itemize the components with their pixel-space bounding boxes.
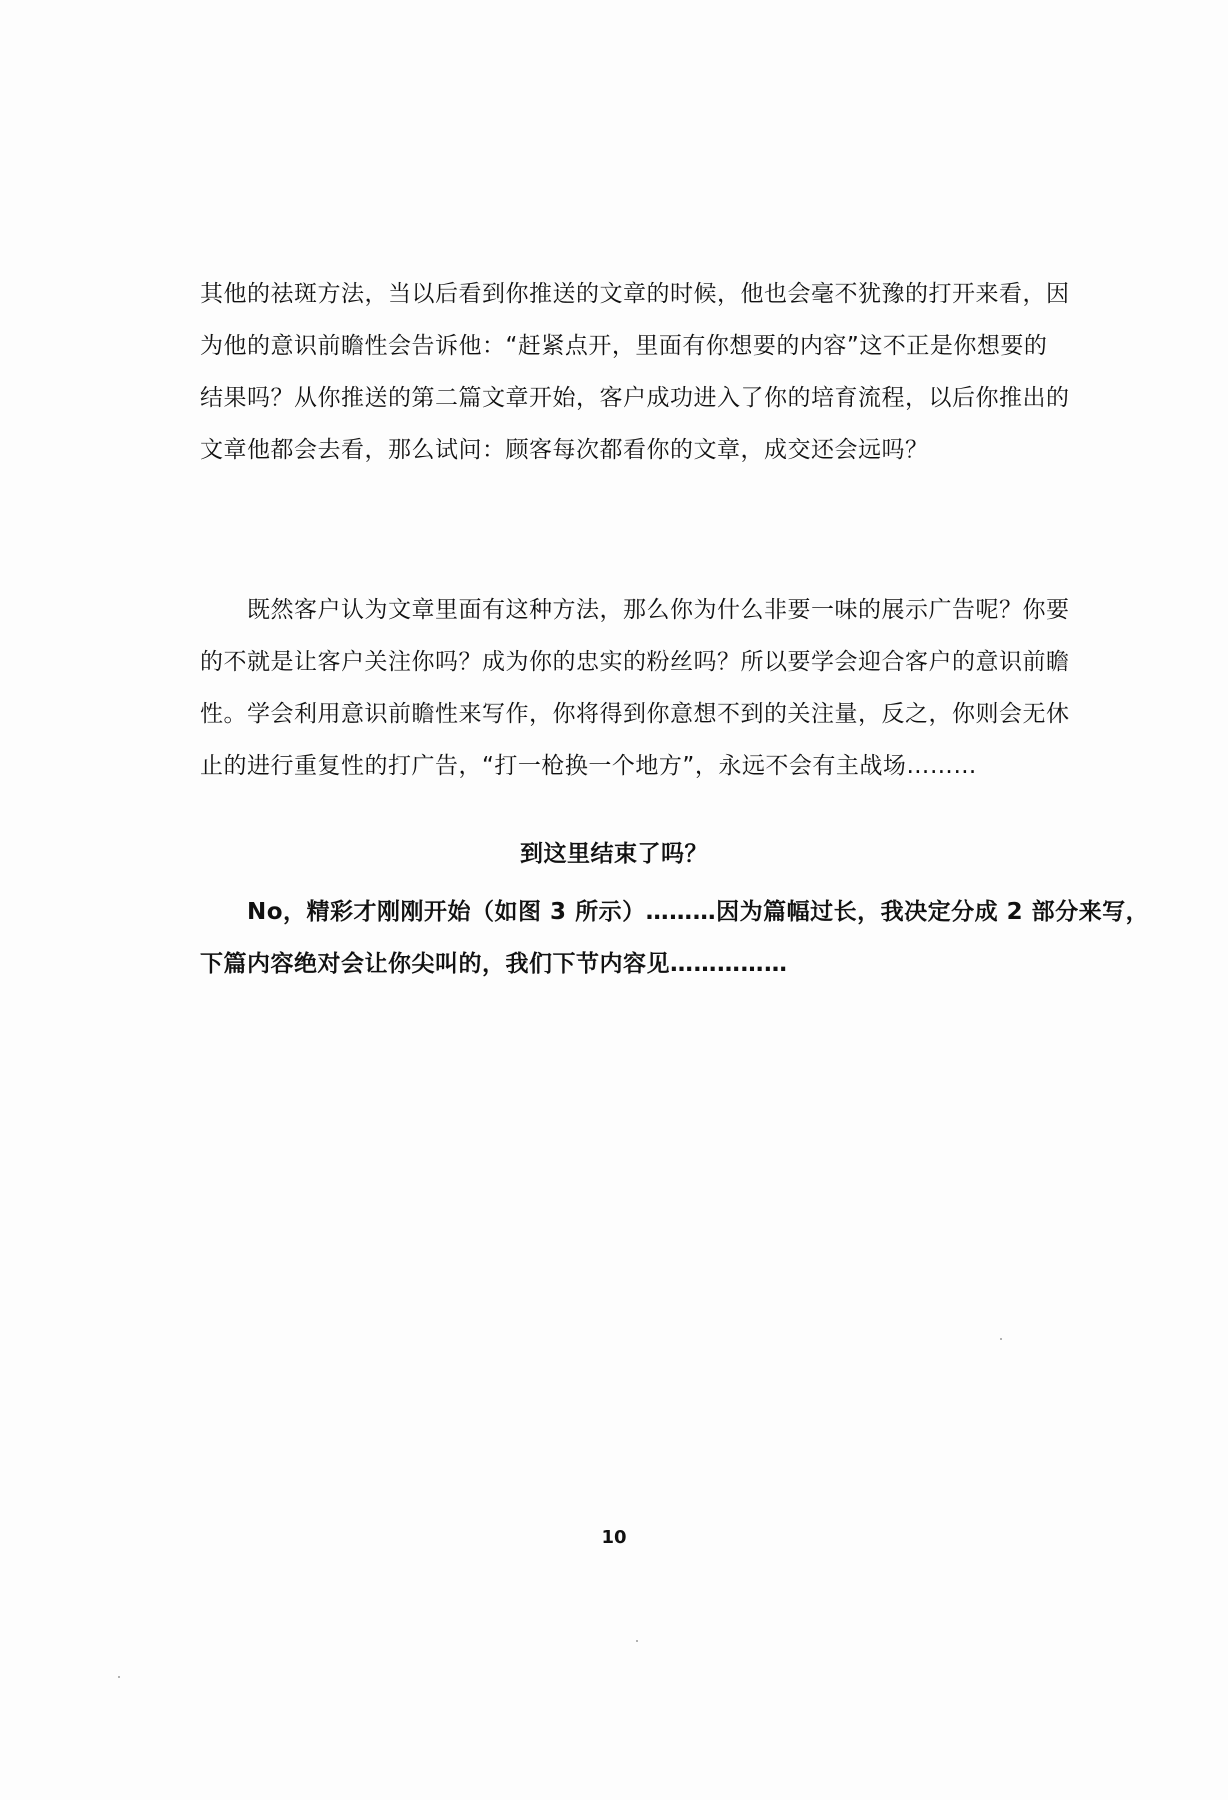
text-line: 既然客户认为文章里面有这种方法，那么你为什么非要一味的展示广告呢？你要 <box>200 597 1070 623</box>
text-line: No，精彩才刚刚开始（如图 3 所示）………因为篇幅过长，我决定分成 2 部分来写， <box>200 899 1150 925</box>
text-line: 性。学会利用意识前瞻性来写作，你将得到你意想不到的关注量，反之，你则会无休 <box>200 701 1070 727</box>
section-heading: 到这里结束了吗？ <box>520 841 708 867</box>
body-paragraph-2 <box>200 584 1070 792</box>
scan-speck <box>118 1676 120 1678</box>
body-paragraph-1 <box>200 268 1070 476</box>
text-line: 为他的意识前瞻性会告诉他：“赶紧点开，里面有你想要的内容”这不正是你想要的 <box>200 333 1048 359</box>
text-line: 下篇内容绝对会让你尖叫的，我们下节内容见…………… <box>200 951 788 977</box>
text-line: 文章他都会去看，那么试问：顾客每次都看你的文章，成交还会远吗？ <box>200 437 929 463</box>
body-paragraph-3 <box>200 886 1150 990</box>
page-number: 10 <box>601 1527 627 1548</box>
text-line: 结果吗？从你推送的第二篇文章开始，客户成功进入了你的培育流程，以后你推出的 <box>200 385 1070 411</box>
scan-speck <box>636 1640 638 1642</box>
text-line: 止的进行重复性的打广告，“打一枪换一个地方”，永远不会有主战场……… <box>200 753 977 779</box>
scan-speck <box>1000 1338 1002 1340</box>
text-line: 的不就是让客户关注你吗？成为你的忠实的粉丝吗？所以要学会迎合客户的意识前瞻 <box>200 649 1070 675</box>
text-line: 其他的祛斑方法，当以后看到你推送的文章的时候，他也会毫不犹豫的打开来看，因 <box>200 281 1070 307</box>
